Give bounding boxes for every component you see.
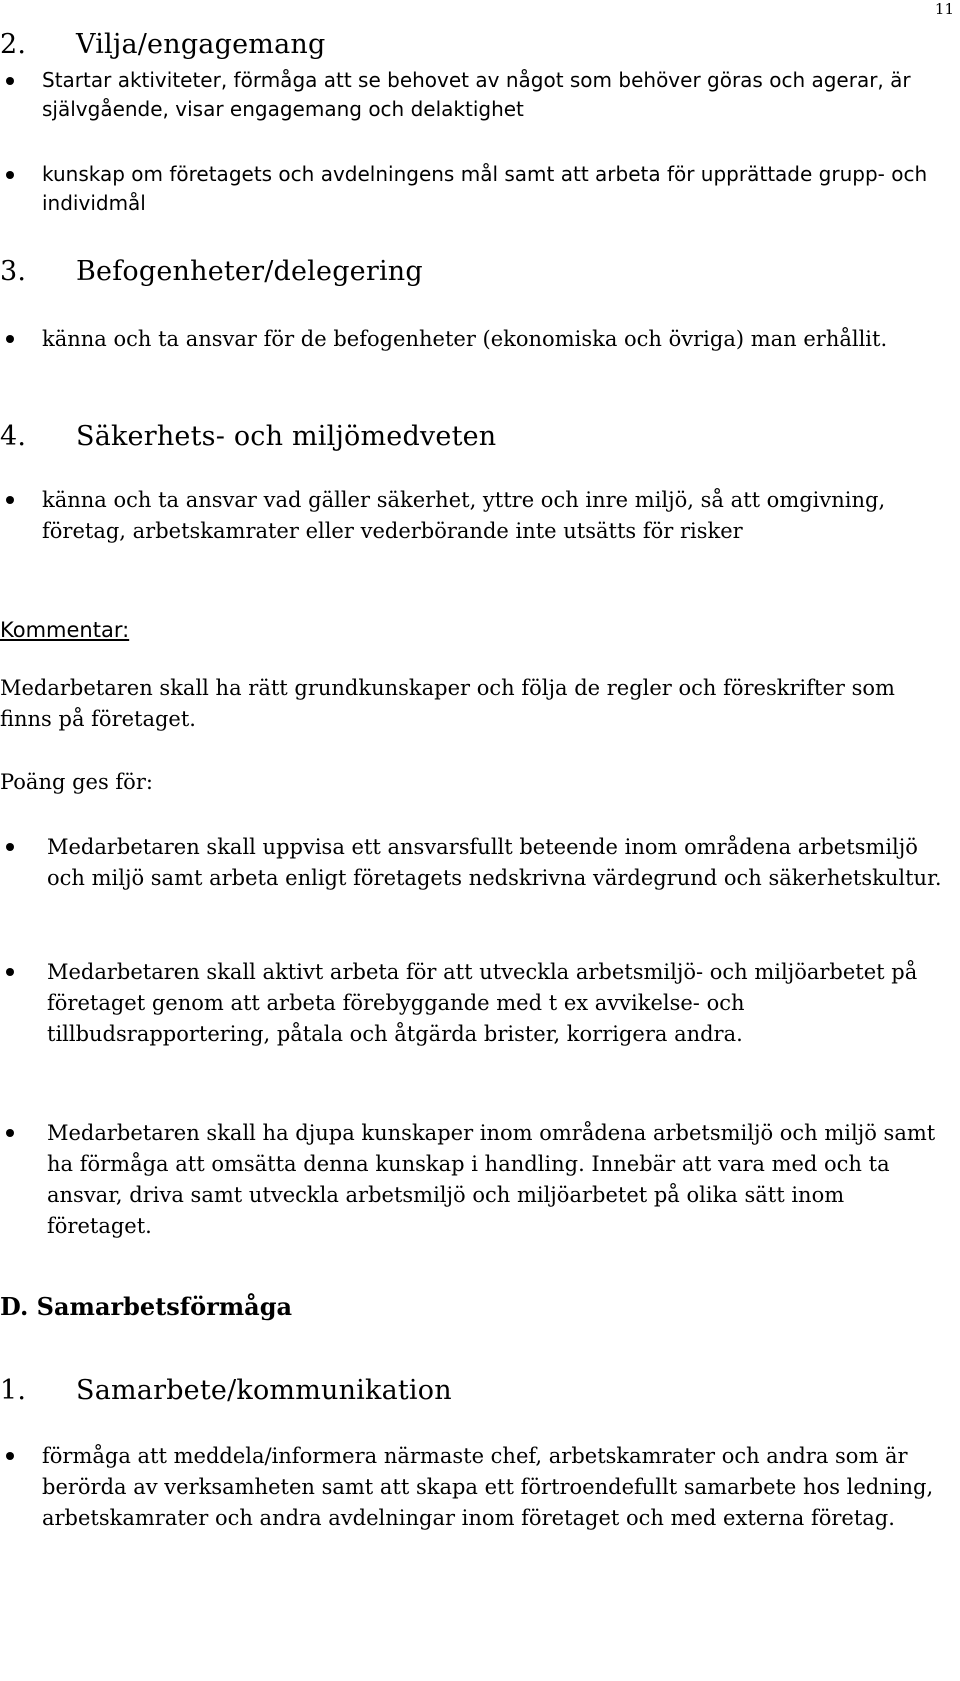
list-item [0,66,948,124]
heading-number: 4. [0,421,27,452]
heading-sakerhets-miljomedveten [0,420,496,453]
bullet-icon [6,843,14,851]
bullet-icon [6,1129,14,1137]
list-item [0,160,948,218]
list-item-text: Startar aktiviteter, förmåga att se behovet av något som behöver göras och agerar, är självgående, visar engagemang och delaktighet [42,68,911,121]
list-item [0,324,948,355]
heading-number: 1. [0,1375,27,1406]
list-item-text: Medarbetaren skall uppvisa ett ansvarsfullt beteende inom områdena arbetsmiljö och miljö samt arbeta enligt företagets nedskrivna värdegrund och säkerhetskultur. [47,835,942,890]
heading-title: Befogenheter/delegering [76,256,423,287]
heading-title: Samarbete/kommunikation [76,1375,452,1406]
heading-samarbete-kommunikation [0,1374,452,1407]
list-item-text: känna och ta ansvar för de befogenheter (ekonomiska och övriga) man erhållit. [42,327,888,351]
list-item [0,1118,948,1242]
bullet-icon [6,335,14,343]
list-item-text: kunskap om företagets och avdelningens mål samt att arbeta för upprättade grupp- och individmål [42,162,928,215]
heading-befogenheter-delegering [0,255,423,288]
list-item-text: känna och ta ansvar vad gäller säkerhet, yttre och inre miljö, så att omgivning, företag, arbetskamrater eller vederbörande inte utsätts för risker [42,488,886,543]
bullet-icon [6,1452,14,1460]
page-number: 11 [934,0,954,18]
list-item-text: Medarbetaren skall aktivt arbeta för att utveckla arbetsmiljö- och miljöarbetet på företaget genom att arbeta förebyggande med t ex avvikelse- och tillbudsrapportering, påtala och åtgärda brister, korrigera andra. [47,960,918,1046]
list-item [0,832,948,894]
list-item [0,485,948,547]
heading-title: Vilja/engagemang [76,29,326,60]
heading-title: Säkerhets- och miljömedveten [76,421,497,452]
list-item-text: förmåga att meddela/informera närmaste chef, arbetskamrater och andra som är berörda av verksamheten samt att skapa ett förtroendefullt samarbete hos ledning, arbetskamrater och andra avdelningar inom företaget och med externa företag. [42,1444,934,1530]
kommentar-text: Medarbetaren skall ha rätt grundkunskaper och följa de regler och föreskrifter som finns på företaget. [0,676,895,731]
poang-label: Poäng ges för: [0,770,153,794]
bullet-icon [6,77,14,85]
list-item-text: Medarbetaren skall ha djupa kunskaper inom områdena arbetsmiljö och miljö samt ha förmåga att omsätta denna kunskap i handling. Innebär att vara med och ta ansvar, driva samt utveckla arbetsmiljö och miljöarbetet på olika sätt inom företaget. [47,1121,936,1238]
list-item [0,1441,948,1534]
heading-vilja-engagemang [0,28,325,61]
heading-number: 2. [0,29,27,60]
bullet-icon [6,171,14,179]
section-d-title: D. Samarbetsförmåga [0,1292,293,1321]
kommentar-label: Kommentar: [0,618,130,642]
bullet-icon [6,968,14,976]
list-item [0,957,948,1050]
heading-number: 3. [0,256,27,287]
bullet-icon [6,496,14,504]
